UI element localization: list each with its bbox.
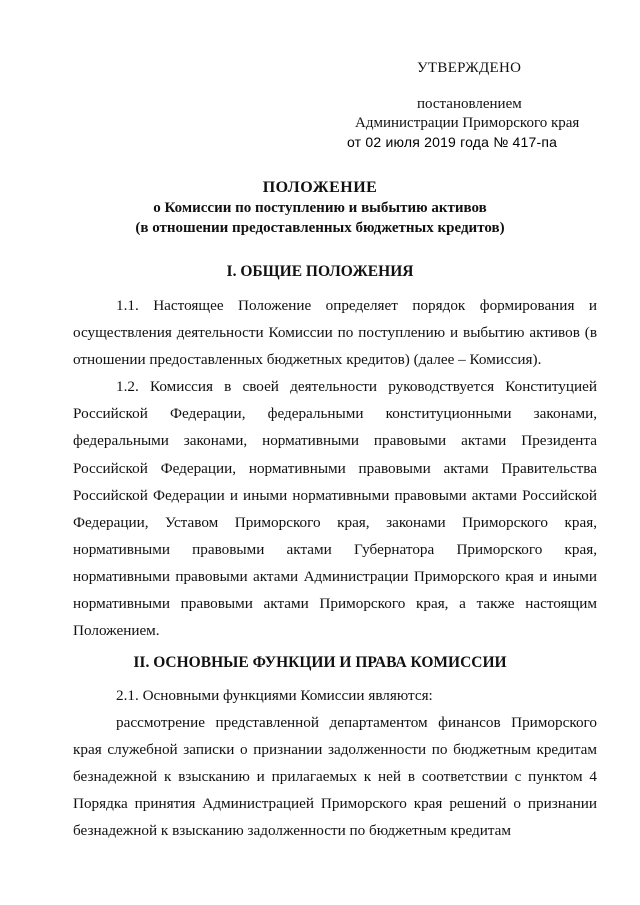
title-line-2: (в отношении предоставленных бюджетных кредитов) xyxy=(135,220,505,236)
paragraph-2-1: 2.1. Основными функциями Комиссии являются: xyxy=(116,687,433,704)
approved-label: УТВЕРЖДЕНО xyxy=(417,60,522,76)
title-line-1: о Комиссии по поступлению и выбытию активов xyxy=(153,200,487,216)
title-main: ПОЛОЖЕНИЕ xyxy=(262,179,378,196)
section-2-body xyxy=(73,682,597,845)
approval-date-stamp: от 02 июля 2019 года № 417-па xyxy=(347,134,558,150)
section-1-heading: I. ОБЩИЕ ПОЛОЖЕНИЯ xyxy=(226,263,414,280)
paragraph-1-2: 1.2. Комиссия в своей деятельности руководствуется Конституцией Российской Федерации, федеральными конституционными законами, федеральными законами, нормативными правовыми актами Президента Российской Федерации, нормативными правовыми актами Правительства Российской Федерации и иными нормативными правовыми актами Российской Федерации, Уставом Приморского края, законами Приморского края, нормативными правовыми актами Губернатора Приморского края, нормативными правовыми актами Администрации Приморского края и иными нормативными правовыми актами Приморского края, а также настоящим Положением. xyxy=(73,378,597,640)
paragraph-2-1-item: рассмотрение представленной департаментом финансов Приморского края служебной записки о признании задолженности по бюджетным кредитам безнадежной к взысканию и прилагаемых к ней в соответствии с пунктом 4 Порядка принятия Администрацией Приморского края решений о признании безнадежной к взысканию задолженности по бюджетным кредитам xyxy=(73,714,597,840)
paragraph-1-1: 1.1. Настоящее Положение определяет порядок формирования и осуществления деятельности Комиссии по поступлению и выбытию активов (в отношении предоставленных бюджетных кредитов) (далее – Комиссия). xyxy=(73,297,597,369)
approval-by: постановлением xyxy=(417,96,522,112)
approval-authority: Администрации Приморского края xyxy=(355,115,580,131)
section-1-body xyxy=(73,292,597,644)
document-title xyxy=(0,178,640,238)
section-2-heading: II. ОСНОВНЫЕ ФУНКЦИИ И ПРАВА КОМИССИИ xyxy=(133,654,507,671)
